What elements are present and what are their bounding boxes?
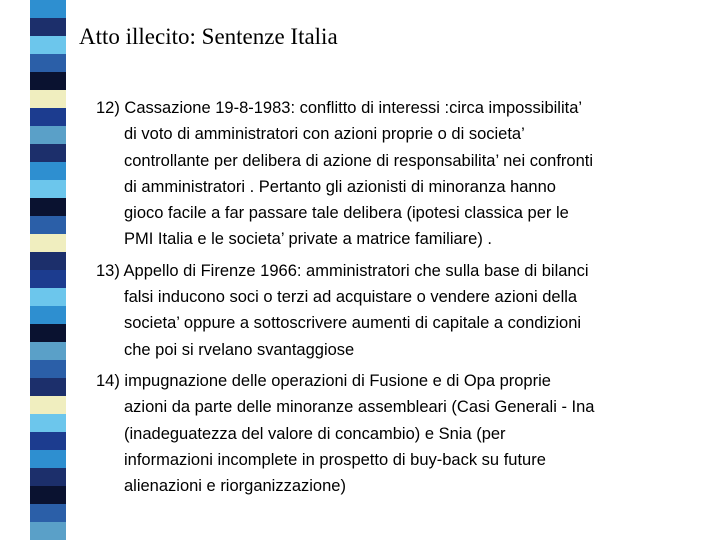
stripe-segment [30,414,66,432]
stripe-segment [30,108,66,126]
stripe-segment [30,270,66,288]
stripe-segment [30,162,66,180]
stripe-segment [30,126,66,144]
stripe-segment [30,18,66,36]
item-line: societa’ oppure a sottoscrivere aumenti di capitale a condizioni [124,314,582,333]
item-line: 13) Appello di Firenze 1966: amministratori che sulla base di bilanci [96,261,589,280]
list-item [96,368,706,499]
stripe-segment [30,180,66,198]
slide-body [96,95,706,499]
item-line: di amministratori . Pertanto gli azionisti di minoranza hanno [124,177,556,196]
decorative-stripe [30,0,66,540]
stripe-segment [30,360,66,378]
item-line: azioni da parte delle minoranze assembleari (Casi Generali - Ina [124,398,595,417]
stripe-segment [30,306,66,324]
slide-title: Atto illecito: Sentenze Italia [79,24,338,49]
item-line: 12) Cassazione 19-8-1983: conflitto di interessi :circa impossibilita’ [96,99,583,117]
item-line: controllante per delibera di azione di responsabilita’ nei confronti [124,151,594,170]
stripe-segment [30,72,66,90]
item-line: alienazioni e riorganizzazione) [124,477,346,496]
stripe-segment [30,342,66,360]
stripe-segment [30,144,66,162]
item-line: PMI Italia e le societa’ private a matrice familiare) . [124,230,493,249]
stripe-segment [30,288,66,306]
item-line: falsi inducono soci o terzi ad acquistare o vendere azioni della [124,288,578,307]
stripe-segment [30,396,66,414]
stripe-segment [30,504,66,522]
stripe-segment [30,90,66,108]
stripe-segment [30,216,66,234]
stripe-segment [30,522,66,540]
item-line: che poi si rvelano svantaggiose [124,340,355,359]
stripe-segment [30,54,66,72]
stripe-segment [30,324,66,342]
list-item [96,95,706,253]
list-item [96,258,706,363]
item-line: gioco facile a far passare tale delibera (ipotesi classica per le [124,204,569,223]
stripe-segment [30,234,66,252]
stripe-segment [30,198,66,216]
item-line: 14) impugnazione delle operazioni di Fusione e di Opa proprie [96,371,551,390]
stripe-segment [30,36,66,54]
item-line: di voto di amministratori con azioni proprie o di societa’ [124,125,525,144]
item-line: informazioni incomplete in prospetto di buy-back su future [124,450,546,469]
stripe-segment [30,252,66,270]
stripe-segment [30,486,66,504]
stripe-segment [30,0,66,18]
stripe-segment [30,432,66,450]
stripe-segment [30,468,66,486]
stripe-segment [30,378,66,396]
item-line: (inadeguatezza del valore di concambio) e Snia (per [124,424,506,443]
stripe-segment [30,450,66,468]
